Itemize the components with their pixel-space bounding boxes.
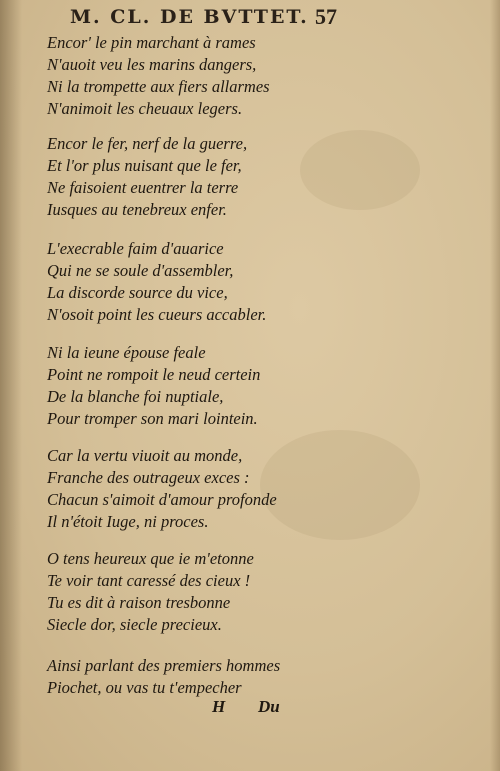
page-number: 57	[315, 4, 337, 29]
verse-line: Te voir tant caressé des cieux !	[47, 571, 251, 590]
paper-stain	[260, 430, 420, 540]
stanza-6	[47, 548, 254, 636]
stanza-7	[47, 655, 280, 699]
verse-line: Tu es dit à raison tresbonne	[47, 593, 231, 612]
verse-line: Pour tromper son mari lointein.	[47, 409, 258, 428]
verse-line: Franche des outrageux exces :	[47, 468, 250, 487]
catchword: Du	[258, 697, 280, 716]
verse-line: N'animoit les cheuaux legers.	[47, 99, 243, 118]
stanza-4	[47, 342, 260, 430]
verse-line: Car la vertu viuoit au monde,	[47, 446, 243, 465]
stanza-3	[47, 238, 266, 326]
stanza-5	[47, 445, 277, 533]
verse-line: Siecle dor, siecle precieux.	[47, 615, 222, 634]
running-head: M. CL. DE BVTTET.	[70, 6, 309, 28]
verse-line: N'auoit veu les marins dangers,	[47, 55, 257, 74]
verse-line: Encor le fer, nerf de la guerre,	[47, 134, 248, 153]
verse-line: Point ne rompoit le neud certein	[47, 365, 261, 384]
page-edge-shadow	[490, 0, 500, 771]
verse-line: N'osoit point les cueurs accabler.	[47, 305, 267, 324]
verse-line: Ni la trompette aux fiers allarmes	[47, 77, 270, 96]
verse-line: Chacun s'aimoit d'amour profonde	[47, 490, 277, 509]
signature-mark: H	[212, 697, 226, 716]
verse-line: Ainsi parlant des premiers hommes	[47, 656, 281, 675]
verse-line: Qui ne se soule d'assembler,	[47, 261, 234, 280]
verse-line: O tens heureux que ie m'etonne	[47, 549, 254, 568]
stanza-1	[47, 32, 270, 120]
verse-line: Ni la ieune épouse feale	[47, 343, 206, 362]
verse-line: De la blanche foi nuptiale,	[47, 387, 224, 406]
paper-stain	[300, 130, 420, 210]
verse-line: Encor' le pin marchant à rames	[47, 33, 256, 52]
verse-line: Il n'étoit Iuge, ni proces.	[47, 512, 209, 531]
verse-line: L'execrable faim d'auarice	[47, 239, 224, 258]
verse-line: Piochet, ou vas tu t'empecher	[47, 678, 242, 697]
verse-line: La discorde source du vice,	[47, 283, 228, 302]
verse-line: Iusques au tenebreux enfer.	[47, 200, 227, 219]
verse-line: Ne faisoient euentrer la terre	[47, 178, 239, 197]
verse-line: Et l'or plus nuisant que le fer,	[47, 156, 242, 175]
gutter-shadow	[0, 0, 22, 771]
stanza-2	[47, 133, 247, 221]
